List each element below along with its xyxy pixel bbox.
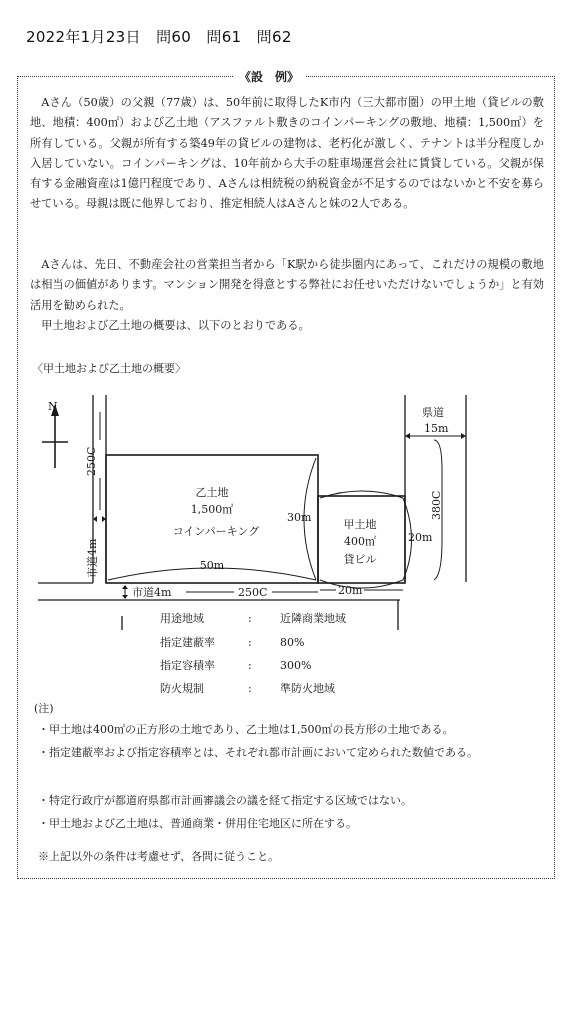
info-value: 準防火地域 <box>280 682 335 695</box>
dim-ko-width: 20m <box>338 584 363 597</box>
south-road-label: 市道4m <box>132 586 172 599</box>
note-item: ・指定建蔽率および指定容積率とは、それぞれ都市計画において定められた数値である。 <box>38 746 478 759</box>
west-road-label: 市道4m <box>86 538 99 578</box>
east-road-label: 県道 <box>422 406 444 419</box>
info-label: 指定容積率 <box>160 659 215 672</box>
info-row <box>160 634 304 650</box>
note-item: ・甲土地および乙土地は、普通商業・併用住宅地区に所在する。 <box>38 817 357 830</box>
footnote: ※上記以外の条件は考慮せず、各問に従うこと。 <box>38 850 280 863</box>
case-paragraph-2: Aさんは、先日、不動産会社の営業担当者から「K駅から徒歩圏内にあって、これだけの規模の敷地は相当の価値があります。マンション開発を得意とする弊社にお任せいただけないでしょうか」と有効活用を勧められた。 <box>30 258 544 312</box>
info-row <box>160 610 346 626</box>
otsu-area: 1,500㎡ <box>190 503 234 516</box>
arrow-icon <box>122 585 128 589</box>
info-sep: : <box>248 636 252 649</box>
ko-name: 甲土地 <box>343 518 377 531</box>
note-item: ・特定行政庁が都道府県都市計画審議会の議を経て指定する区域ではない。 <box>38 794 412 807</box>
info-value: 80% <box>280 636 305 649</box>
arrow-icon <box>405 433 410 439</box>
note-item: ・甲土地は400㎡の正方形の土地であり、乙土地は1,500㎡の長方形の土地である。 <box>38 723 454 736</box>
west-road-value: 250C <box>85 446 98 476</box>
north-arrow-icon <box>42 400 68 468</box>
north-label: N <box>48 400 58 413</box>
info-label: 用途地域 <box>160 612 204 625</box>
dimension-arc <box>320 491 403 498</box>
ko-use: 貸ビル <box>343 553 377 566</box>
dim-ko-depth: 20m <box>408 531 433 544</box>
info-label: 指定建蔽率 <box>160 636 215 649</box>
info-sep: : <box>248 682 252 695</box>
info-label: 防火規制 <box>160 682 204 695</box>
case-paragraph-3: 甲土地および乙土地の概要は、以下のとおりである。 <box>41 319 310 332</box>
info-row <box>160 657 311 673</box>
ko-area: 400㎡ <box>344 535 376 548</box>
page-header: 2022年1月23日 問60 問61 問62 <box>26 28 292 46</box>
info-row <box>160 680 335 696</box>
dim-otsu-width: 50m <box>199 559 225 572</box>
info-sep: : <box>248 612 252 625</box>
info-sep: : <box>248 659 252 672</box>
case-paragraph-1: Aさん（50歳）の父親（77歳）は、50年前に取得したK市内（三大都市圏）の甲土地（貸ビルの敷地、地積：400㎡）および乙土地（アスファルト敷きのコインパーキングの敷地、地積：1,500㎡）を所有している。父親が所有する築49年の貸ビルの建物は、老朽化が激しく、テナントは半分程度しか入居していない。コインパーキングは、10年前から大手の駐車場運営会社に賃貸している。父親が保有する金融資産は1億円程度であり、Aさんは相続税の納税資金が不足するのではないかと不安を募らせている。母親は既に他界しており、推定相続人はAさんと妹の2人である。 <box>30 96 544 211</box>
otsu-name: 乙土地 <box>195 486 229 499</box>
east-road-value: 380C <box>430 490 443 520</box>
info-value: 近隣商業地域 <box>280 612 346 625</box>
south-road-value: 250C <box>238 586 268 599</box>
notes-heading: (注) <box>34 702 54 715</box>
map-caption: 〈甲土地および乙土地の概要〉 <box>32 362 186 375</box>
info-value: 300% <box>280 659 312 672</box>
dim-otsu-depth: 30m <box>287 511 312 524</box>
east-road-width: 15m <box>424 422 449 435</box>
arrow-icon <box>122 595 128 599</box>
otsu-use: コインパーキング <box>172 525 260 538</box>
panel-title: 《設 例》 <box>233 68 305 85</box>
arrow-icon <box>461 433 466 439</box>
